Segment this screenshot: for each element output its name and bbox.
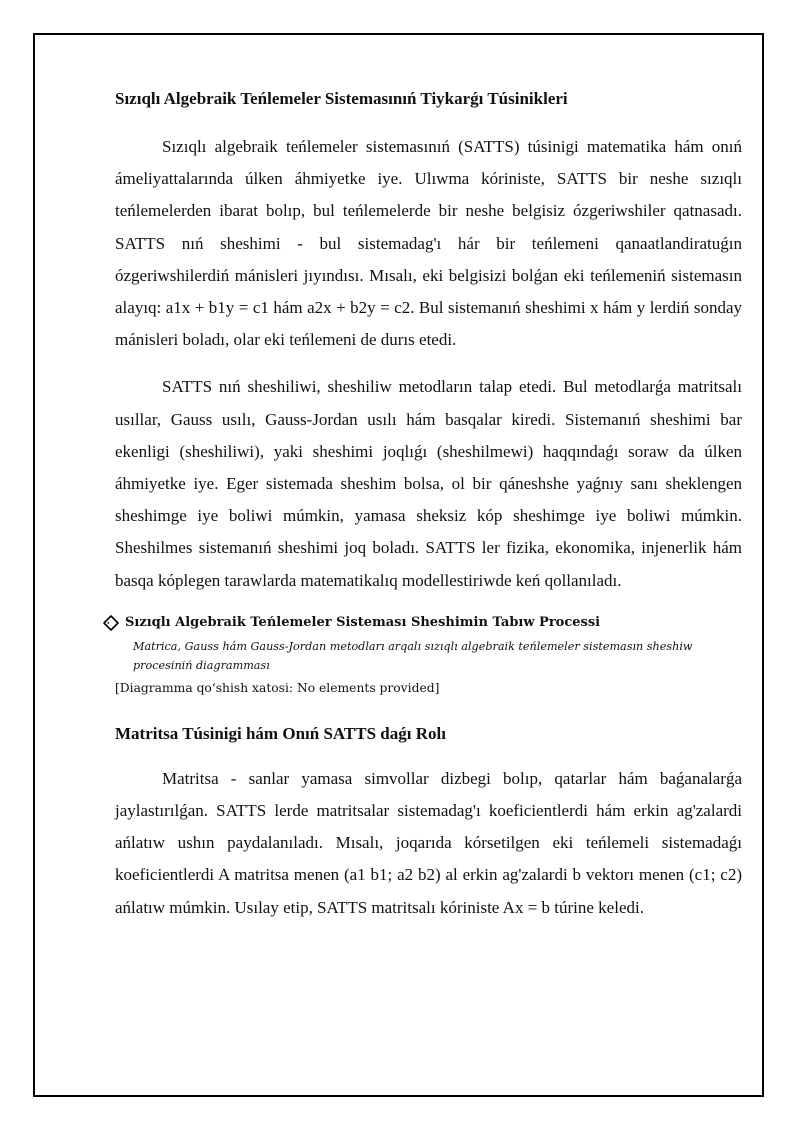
diagram-placeholder <box>115 613 742 698</box>
document-body <box>115 84 742 924</box>
paragraph: Sızıqlı algebraik teńlemeler sistemasınıń (SATTS) túsinigi matematika hám onıń ámeliyattalarında úlken áhmiyetke iye. Ulıwma kóriniste, SATTS bir neshe sızıqlı teńlemelerden ibarat bolıp, bul teńlemelerde bir neshe belgisiz ózgeriwshiler qatnasadı. SATTS nıń sheshimi - bul sistemadag'ı hár bir teńlemeni qanaatlandiratuǵın ózgeriwshilerdiń mánisleri jıyındısı. Mısalı, eki belgisizi bolǵan eki teńlemeniń sistemasın alayıq: a1x + b1y = c1 hám a2x + b2y = c2. Bul sistemanıń sheshimi x hám y lerdiń sonday mánisleri boladı, olar eki teńlemeni de durıs etedi. <box>115 137 742 350</box>
tag-icon <box>102 614 120 632</box>
diagram-title <box>102 613 742 633</box>
section-heading: Sızıqlı Algebraik Teńlemeler Sistemasınıń Tiykarǵı Túsinikleri <box>115 89 568 108</box>
paragraph: SATTS nıń sheshiliwi, sheshiliw metodların talap etedi. Bul metodlarǵa matritsalı usıllar, Gauss usılı, Gauss-Jordan usılı hám basqalar kiredi. Sistemanıń sheshimi bar ekenligi (sheshiliwi), yaki sheshimi joqlıǵı (sheshilmewi) haqqındaǵı soraw da úlken áhmiyetke iye. Eger sistemada sheshim bolsa, ol bir qáneshshe yaǵnıy sanı sheklengen sheshimge iye boliwi múmkin, yamasa sheksiz kóp sheshimge iye boliwi múmkin. Sheshilmes sistemanıń sheshimi joq boladı. SATTS ler fizika, ekonomika, injenerlik hám basqa kóplegen tarawlarda matematikalıq modellestiriwde keń qollanıladı. <box>115 377 742 590</box>
section-heading: Matritsa Túsinigi hám Onıń SATTS daǵı Rolı <box>115 723 446 743</box>
diagram-caption: Matrica, Gauss hám Gauss-Jordan metodları arqalı sızıqlı algebraik teńlemeler sistemasın sheshiw procesiniń diagramması <box>133 639 693 672</box>
diagram-title-text: Sızıqlı Algebraik Teńlemeler Sisteması Sheshimin Tabıw Processi <box>125 614 601 630</box>
paragraph: Matritsa - sanlar yamasa simvollar dizbegi bolıp, qatarlar hám baǵanalarǵa jaylastırılǵan. SATTS lerde matritsalar sistemadag'ı koeficientlerdi hám erkin ag'zalardi ańlatıw ushın paydalanıladı. Mısalı, joqarıda kórsetilgen eki teńlemeli sistemadaǵı koeficientlerdi A matritsa menen (a1 b1; a2 b2) al erkin ag'zalardi b vektorı menen (c1; c2) ańlatıw múmkin. Usılay etip, SATTS matritsalı kóriniste Ax = b túrine keledi. <box>115 768 742 917</box>
diagram-error-message: [Diagramma qo‘shish xatosi: No elements provided] <box>115 680 440 695</box>
